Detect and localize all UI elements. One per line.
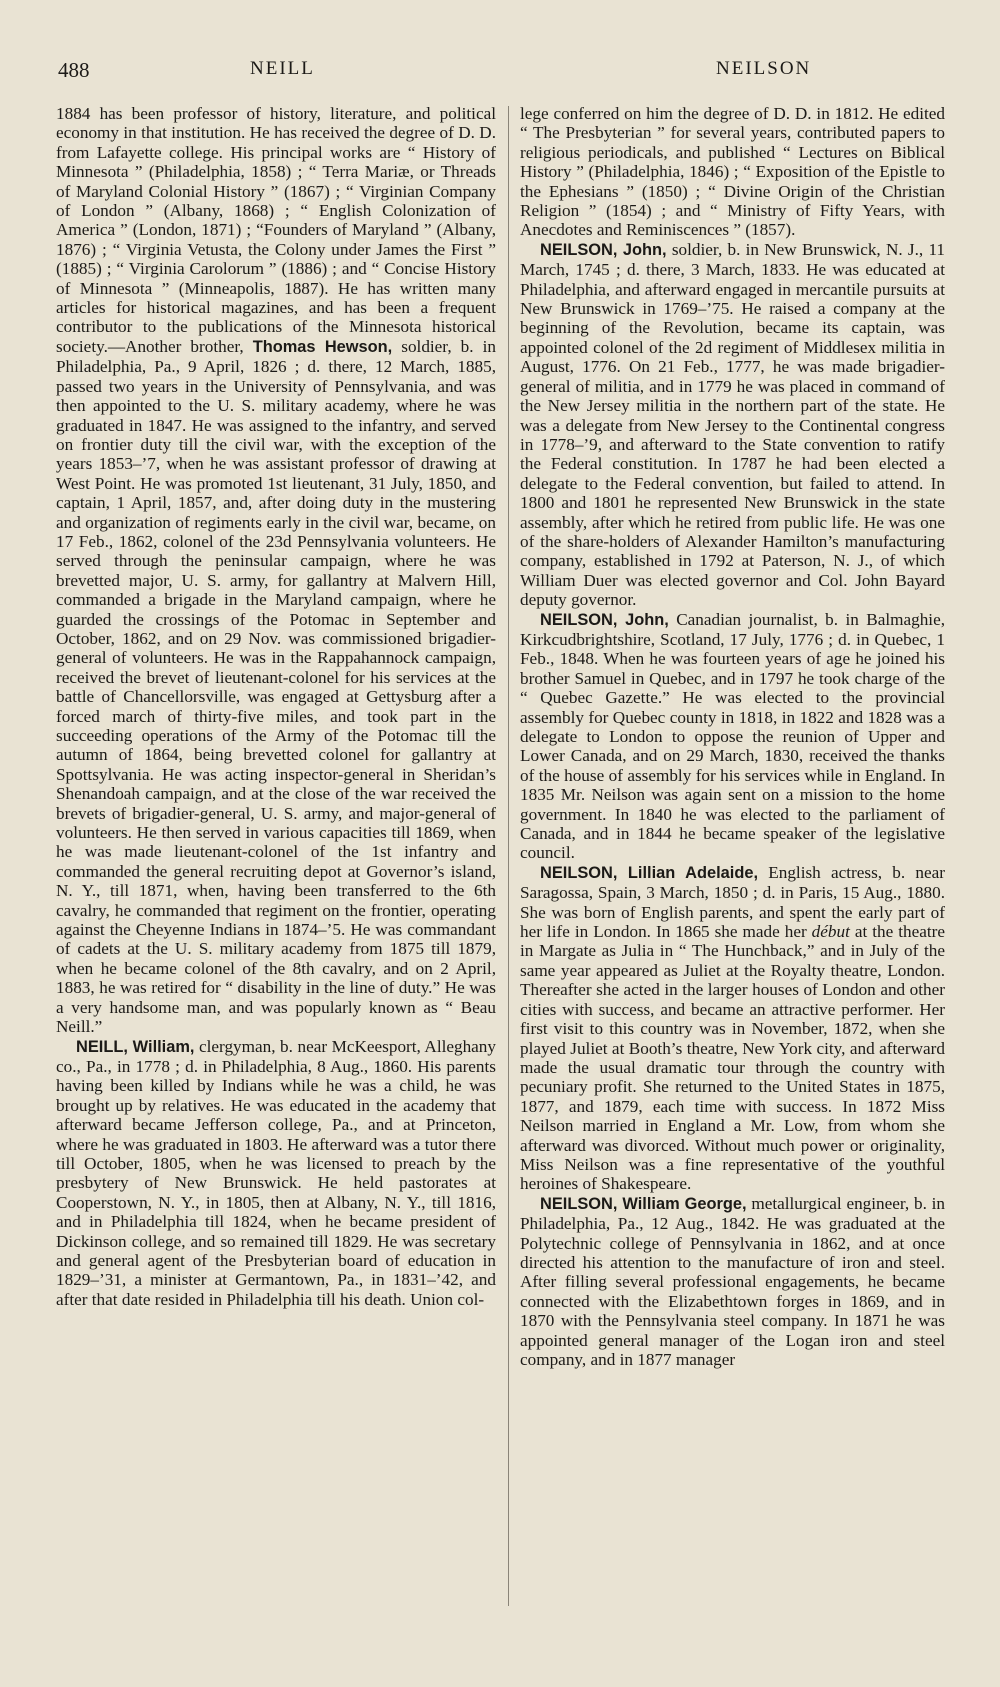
header-left-word: NEILL — [250, 58, 315, 79]
entry-name-thomas-hewson: Thomas Hewson, — [252, 337, 393, 356]
left-column — [56, 104, 496, 1664]
entry-neill-william — [56, 1037, 496, 1310]
text: soldier, b. in Philadelphia, Pa., 9 April, 1826 ; d. there, 12 March, 1885, passed two years in the University of Pennsylvania, and was then appointed to the U. S. military academy, where he was graduated in 1847. He was assigned to the infantry, and served on frontier duty till the civil war, with the exception of the years 1853–’7, when he was assistant professor of drawing at West Point. He was promoted 1st lieutenant, 31 July, 1850, and captain, 1 April, 1857, and, after doing duty in the mustering and organization of regiments early in the civil war, became, on 17 Feb., 1862, colonel of the 23d Pennsylvania volunteers. He served through the peninsular campaign, where he was brevetted major, U. S. army, for gallantry at Malvern Hill, commanded a brigade in the Maryland campaign, where he guarded the crossings of the Potomac in September and October, 1862, and on 29 Nov. was commissioned brigadier-general of volunteers. He was in the Rappahannock campaign, received the brevet of lieutenant-colonel for his services at the battle of Chancellorsville, was engaged at Gettysburg after a forced march of thirty-five miles, and took part in the succeeding operations of the Army of the Potomac till the autumn of 1864, being brevetted colonel for gallantry at Spottsylvania. He was acting inspector-general in Sheridan’s Shenandoah campaign, and at the close of the war received the brevets of brigadier-general, U. S. army, and major-general of volunteers. He then served in various capacities till 1869, when he was made lieutenant-colonel of the 1st infantry and commanded the general recruiting depot at Governor’s island, N. Y., till 1871, when, having been transferred to the 6th cavalry, he commanded that regiment on the frontier, operating against the Cheyenne Indians in 1874–’5. He was commandant of cadets at the U. S. military academy from 1875 till 1879, when he became colonel of the 8th cavalry, and on 2 April, 1883, he was retired for “ disability in the line of duty.” He was a very handsome man, and was popularly known as “ Beau Neill.” — [56, 336, 496, 1037]
entry-neilson-lillian — [520, 863, 945, 1194]
column-divider — [508, 106, 509, 1606]
entry-text: metallurgical engineer, b. in Philadelphia, Pa., 12 Aug., 1842. He was graduated at the Polytechnic college of Pennsylvania in 1862, and at once directed his attention to the manufacture of iron and steel. After filling several professional engagements, he became connected with the Elizabethtown forges in 1869, and in 1870 with the Pennsylvania steel company. In 1871 he was appointed general manager of the Logan iron and steel company, and in 1877 manager — [520, 1193, 945, 1369]
paragraph-neill-continued-right: lege conferred on him the degree of D. D. in 1812. He edited “ The Presbyterian ” for several years, contributed papers to religious periodicals, and published “ Lectures on Biblical History ” (Philadelphia, 1846) ; “ Exposition of the Epistle to the Ephesians ” (1850) ; “ Divine Origin of the Christian Religion ” (1854) ; and “ Ministry of Fifty Years, with Anecdotes and Reminiscences ” (1857). — [520, 104, 945, 240]
entry-neilson-john-journalist — [520, 610, 945, 863]
paragraph-neill-continued — [56, 104, 496, 1037]
page-number: 488 — [58, 58, 90, 82]
header-right-word: NEILSON — [716, 58, 812, 79]
entry-name: NEILSON, John, — [540, 610, 669, 629]
entry-italic: début — [811, 922, 850, 942]
text: 1884 has been professor of history, literature, and political economy in that institution. He has received the degree of D. D. from Lafayette college. His principal works are “ History of Minnesota ” (Philadelphia, 1858) ; “ Terra Mariæ, or Threads of Maryland Colonial History ” (1867) ; “ Virginian Company of London ” (Albany, 1868) ; “ English Colonization of America ” (London, 1871) ; “Founders of Maryland ” (Albany, 1876) ; “ Virginia Vetusta, the Colony under James the First ” (1885) ; “ Virginia Carolorum ” (1886) ; and “ Concise History of Minnesota ” (Minneapolis, 1887). He has written many articles for historical magazines, and has been a frequent contributor to the publications of the Minnesota historical society.—Another brother, — [56, 104, 496, 356]
right-column — [520, 104, 945, 1664]
entry-text: soldier, b. in New Brunswick, N. J., 11 March, 1745 ; d. there, 3 March, 1833. He was educated at Philadelphia, and afterward engaged in mercantile pursuits at New Brunswick in 1769–’75. He raised a company at the beginning of the Revolution, became its captain, was appointed colonel of the 2d regiment of Middlesex militia in August, 1776. On 21 Feb., 1777, he was made brigadier-general of militia, and in 1779 he was placed in command of the New Jersey militia in the northern part of the state. He was a delegate from New Jersey to the Continental congress in 1778–’9, and afterward to the State convention to ratify the Federal constitution. In 1787 he had been elected a delegate to the Federal convention, but failed to attend. In 1800 and 1801 he represented New Brunswick in the state assembly, after which he retired from public life. He was one of the share-holders of Alexander Hamilton’s manufacturing company, established in 1792 at Paterson, N. J., of which William Duer was elected governor and Col. John Bayard deputy governor. — [520, 239, 945, 610]
entry-name: NEILSON, John, — [540, 240, 667, 259]
entry-name: NEILL, William, — [76, 1037, 195, 1056]
entry-neilson-john-soldier — [520, 240, 945, 610]
entry-text: at the theatre in Margate as Julia in “ The Hunchback,” and in July of the same year appeared as Juliet at the Royalty theatre, London. Thereafter she acted in the larger houses of London and other cities with success, and became an attractive performer. Her first visit to this country was in November, 1872, when she played Juliet at Booth’s theatre, New York city, and afterward made the usual dramatic tour through the country with pecuniary profit. She returned to the United States in 1875, 1877, and 1879, each time with success. In 1872 Miss Neilson married in England a Mr. Low, from whom she afterward was divorced. Without much power or originality, Miss Neilson was a fine representative of the youthful heroines of Shakespeare. — [520, 922, 945, 1194]
entry-text: Canadian journalist, b. in Balmaghie, Kirkcudbrightshire, Scotland, 17 July, 1776 ; d. in Quebec, 1 Feb., 1848. When he was fourteen years of age he joined his brother Samuel in Quebec, and in 1797 he took charge of the “ Quebec Gazette.” He was elected to the provincial assembly for Quebec county in 1818, in 1822 and 1828 was a delegate to London to oppose the reunion of Upper and Lower Canada, and on 29 March, 1830, received the thanks of the house of assembly for his services while in England. In 1835 Mr. Neilson was again sent on a mission to the home government. In 1840 he was elected to the parliament of Canada, and in 1844 he became speaker of the legislative council. — [520, 609, 945, 863]
entry-text: English actress, b. near Saragossa, Spain, 3 March, 1850 ; d. in Paris, 15 Aug., 1880. She was born of English parents, and spent the early part of her life in London. In 1865 she made her — [520, 862, 945, 942]
running-header — [0, 58, 1000, 98]
entry-name: NEILSON, Lillian Adelaide, — [540, 863, 759, 882]
entry-text: clergyman, b. near McKeesport, Alleghany co., Pa., in 1778 ; d. in Philadelphia, 8 Aug., 1860. His parents having been killed by Indians while he was a child, he was brought up by relatives. He was educated in the academy that afterward became Jefferson college, Pa., and at Princeton, where he was graduated in 1803. He afterward was a tutor there till October, 1805, when he was licensed to preach by the presbytery of New Brunswick. He held pastorates at Cooperstown, N. Y., in 1805, then at Albany, N. Y., till 1816, and in Philadelphia till 1824, when he became president of Dickinson college, and so remained till 1829. He was secretary and general agent of the Presbyterian board of education in 1829–’31, a minister at Germantown, Pa., in 1831–’42, and after that date resided in Philadelphia till his death. Union col- — [56, 1036, 496, 1309]
entry-name: NEILSON, William George, — [540, 1194, 747, 1213]
entry-neilson-william-george — [520, 1194, 945, 1370]
